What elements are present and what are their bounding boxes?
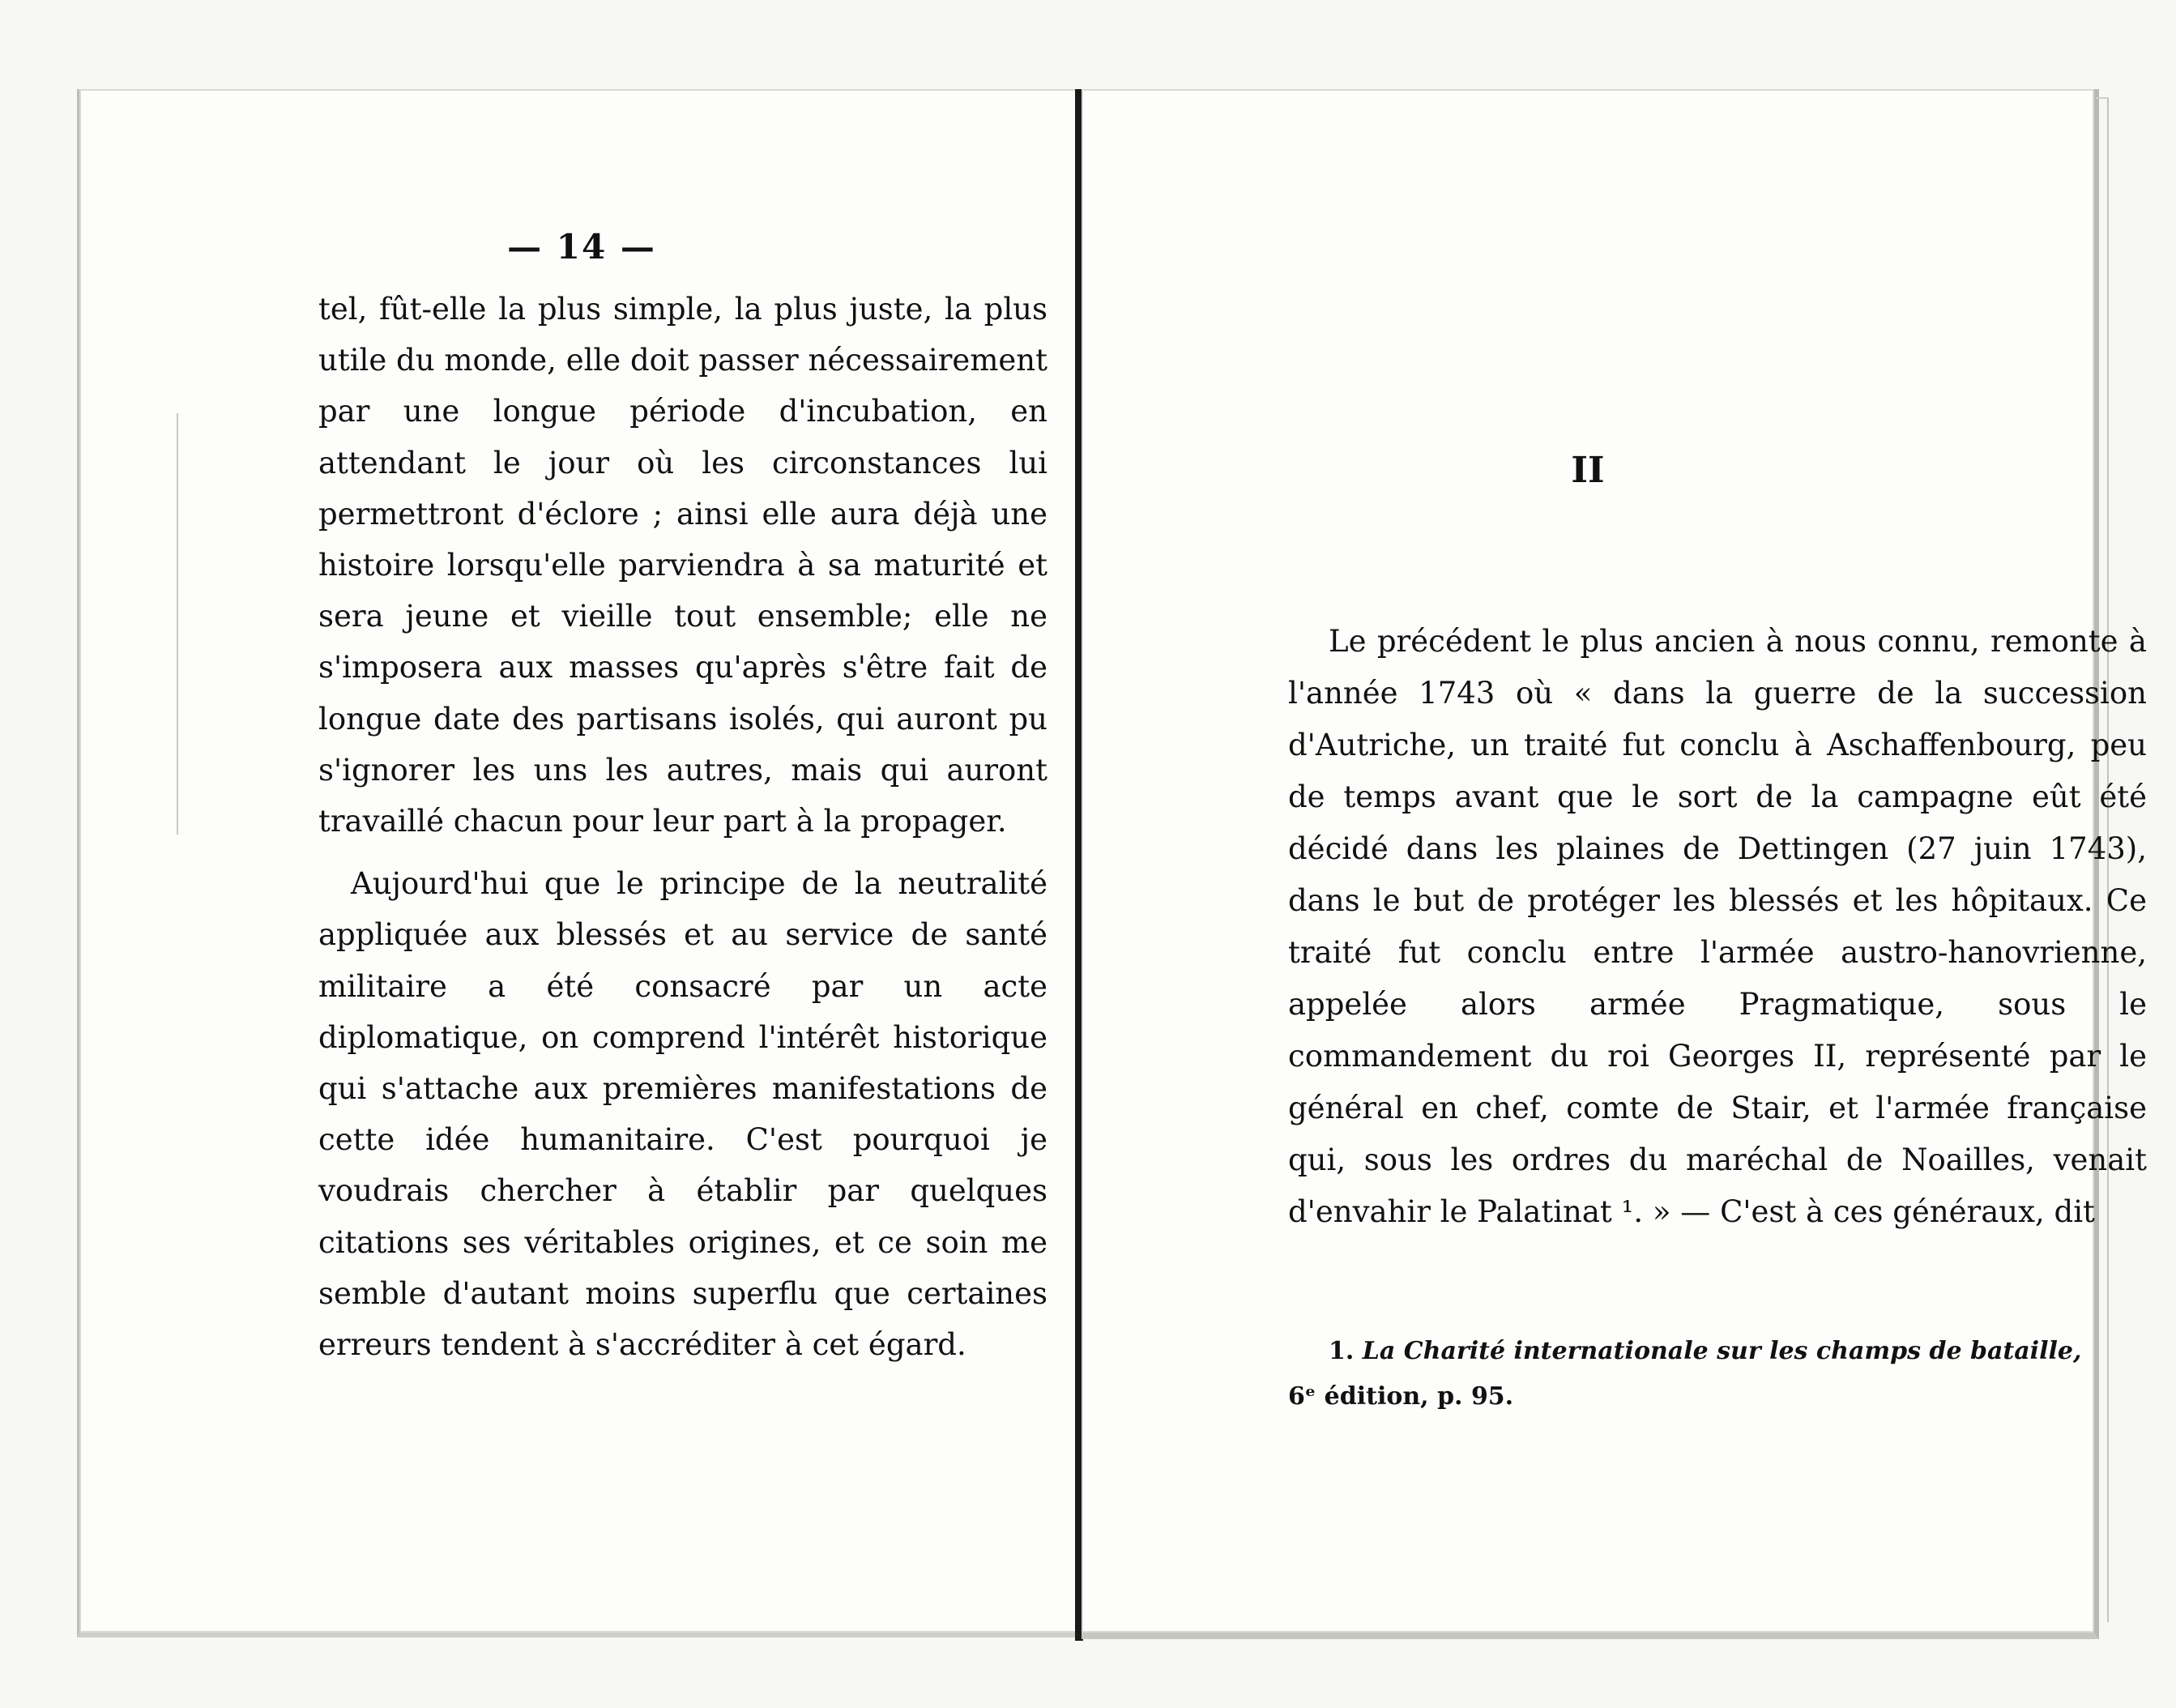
left-paragraph-1: tel, fût-elle la plus simple, la plus juste, la plus utile du monde, elle doit passer nécessairement par une longue période d'incubation, en attendant le jour où les circonstances lui permettront d'éclore ; ainsi elle aura déjà une histoire lorsqu'elle parviendra à sa maturité et sera jeune et vieille tout ensemble; elle ne s'imposera aux masses qu'après s'être fait de longue date des partisans isolés, qui auront pu s'ignorer les uns les autres, mais qui auront travaillé chacun pour leur part à la propager. bbox=[318, 292, 1047, 839]
open-book bbox=[77, 89, 2147, 1637]
section-number: II bbox=[1571, 450, 1605, 491]
footnote-number: 1. bbox=[1329, 1337, 1355, 1365]
right-page-text bbox=[1288, 616, 2147, 1238]
page-number: — 14 — bbox=[507, 227, 656, 267]
footnote-line-2: 6ᵉ édition, p. 95. bbox=[1288, 1382, 1514, 1411]
footnote bbox=[1288, 1329, 2147, 1420]
footnote-title: La Charité internationale sur les champs de bataille, bbox=[1362, 1337, 2082, 1365]
left-page bbox=[77, 89, 1084, 1638]
right-page bbox=[1082, 89, 2147, 1639]
left-paragraph-2: Aujourd'hui que le principe de la neutralité appliquée aux blessés et au service de santé militaire a été consacré par un acte diplomatique, on comprend l'intérêt historique qui s'attache aux premières manifestations de cette idée humanitaire. C'est pourquoi je voudrais chercher à établir par quelques citations ses véritables origines, et ce soin me semble d'autant moins superflu que certaines erreurs tendent à s'accréditer à cet égard. bbox=[318, 866, 1047, 1363]
left-page-text bbox=[318, 284, 1047, 1370]
right-paragraph-1: Le précédent le plus ancien à nous connu, remonte à l'année 1743 où « dans la guerre de la succession d'Autriche, un traité fut conclu à Aschaffenbourg, peu de temps avant que le sort de la campagne eût été décidé dans les plaines de Dettingen (27 juin 1743), dans le but de protéger les blessés et les hôpitaux. Ce traité fut conclu entre l'armée austro-hanovrienne, appelée alors armée Pragmatique, sous le commandement du roi Georges II, représenté par le général en chef, comte de Stair, et l'armée française qui, sous les ordres du maréchal de Noailles, venait d'envahir le Palatinat ¹. » — C'est à ces généraux, dit bbox=[1288, 624, 2147, 1229]
page-tear-mark bbox=[177, 413, 190, 835]
footnote-line-1 bbox=[1288, 1329, 2147, 1374]
